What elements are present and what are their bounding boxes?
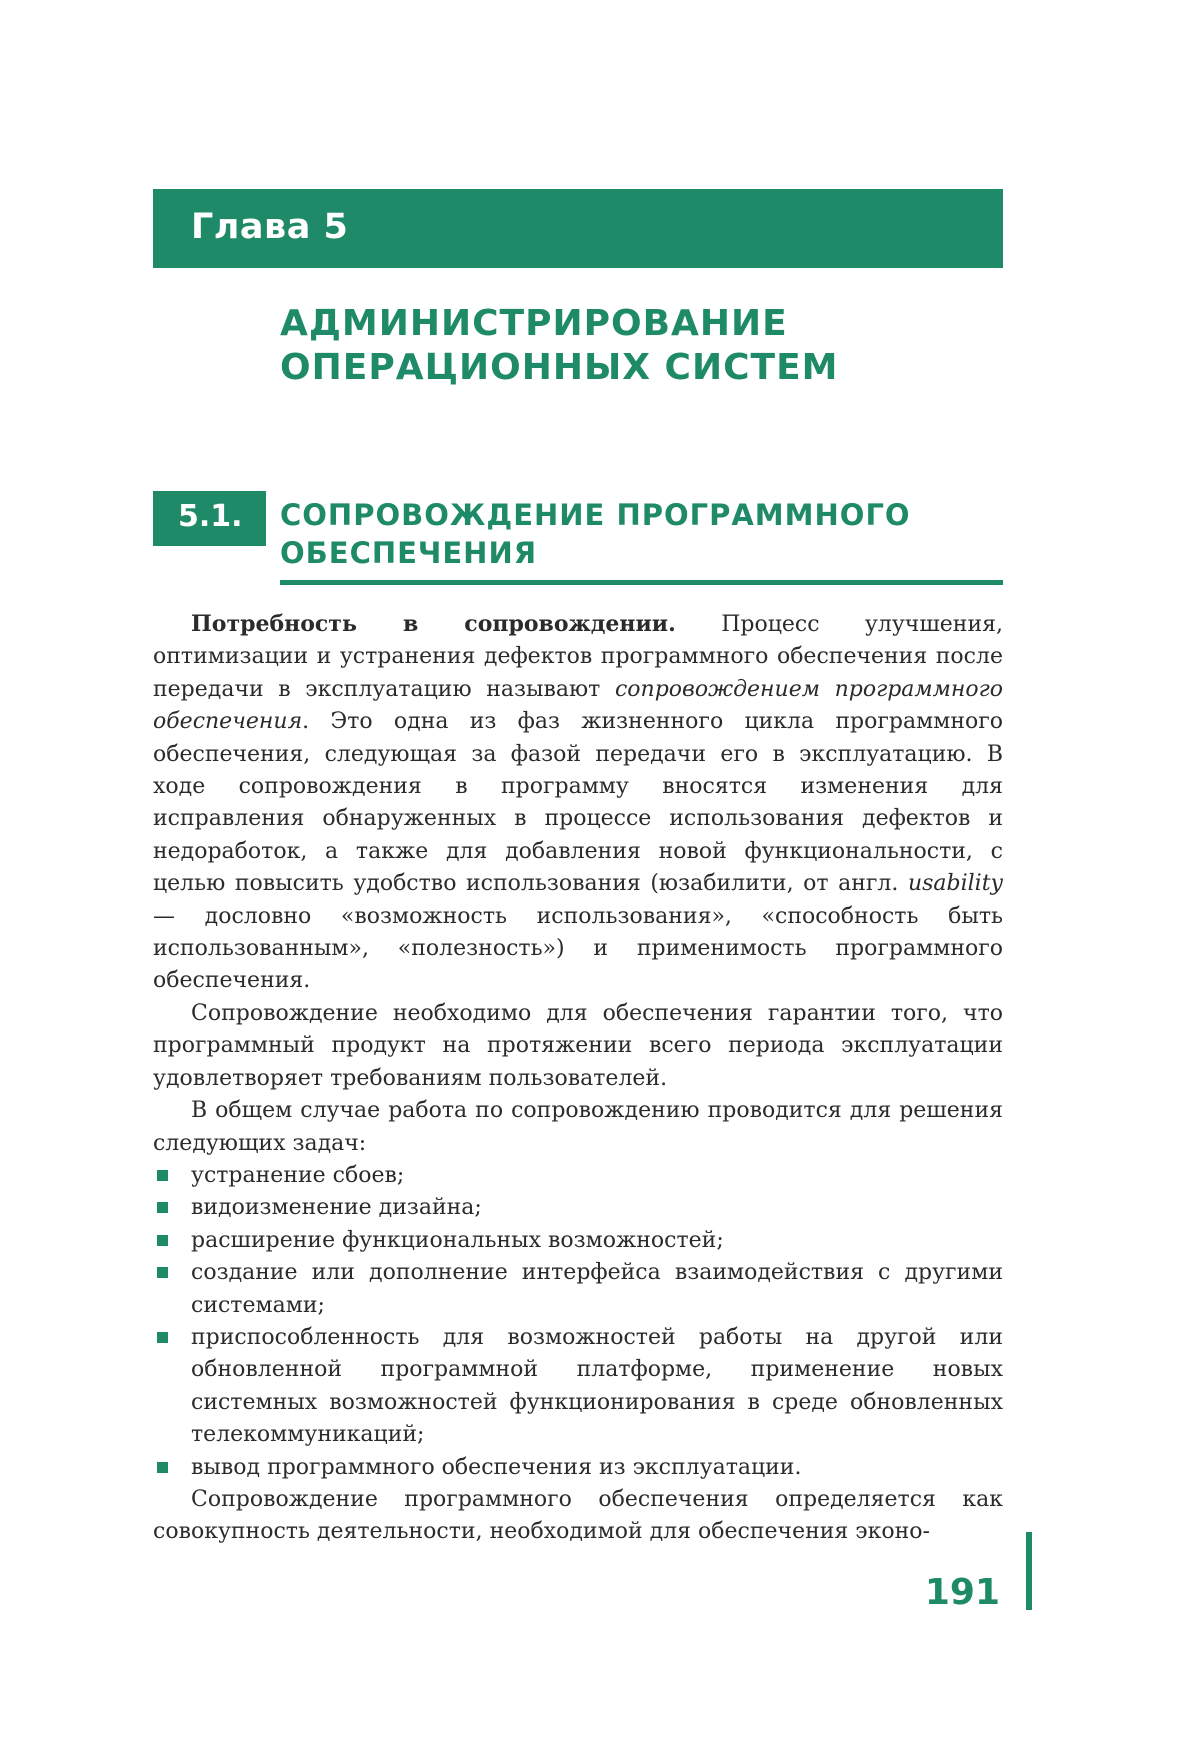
defined-term: сопровождением программного обеспечения	[153, 676, 1003, 735]
square-bullet-icon	[157, 1267, 168, 1278]
paragraph-text: Процесс улучшения, оптимизации и устранения дефектов программного обеспечения после передачи в эксплуатацию называют	[153, 612, 1004, 702]
square-bullet-icon	[157, 1332, 168, 1343]
english-term: usability	[907, 871, 1003, 897]
page-edge-bar	[1026, 1532, 1032, 1610]
list-item-text: создание или дополнение интерфейса взаимодействия с другими системами;	[191, 1260, 1003, 1318]
section-number-box	[153, 491, 266, 546]
paragraph-text: . Это одна из фаз жизненного цикла программного обеспечения, следующая за фазой передачи его в эксплуатацию. В ходе сопровождения в программу вносятся изменения для исправления обнаруженных в процессе использования дефектов и недоработок, а также для добавления новой функциональности, с целью повысить удобство использования (юзабилити, от англ.	[153, 709, 1003, 897]
paragraph-guarantee: Сопровождение необходимо для обеспечения гарантии того, что программный продукт на протяжении всего периода эксплуатации удовлетворяет требованиям пользователей.	[153, 1000, 1003, 1091]
paragraph-lead: Потребность в сопровождении.	[191, 611, 676, 637]
list-item	[153, 1160, 1003, 1192]
chapter-label: Глава 5	[191, 207, 349, 247]
list-item	[153, 1225, 1003, 1257]
square-bullet-icon	[157, 1235, 168, 1246]
page-number: 191	[924, 1572, 1000, 1613]
list-item	[153, 1452, 1003, 1484]
paragraph-need-for-maintenance	[153, 608, 1003, 998]
section-underline	[280, 580, 1003, 585]
list-item-text: видоизменение дизайна;	[191, 1195, 482, 1221]
chapter-title-line-2: ОПЕРАЦИОННЫХ СИСТЕМ	[280, 347, 839, 388]
chapter-title	[280, 302, 1000, 390]
section-number: 5.1.	[178, 499, 243, 534]
square-bullet-icon	[157, 1170, 168, 1181]
chapter-header-band	[153, 189, 1003, 268]
tasks-list	[153, 1160, 1003, 1484]
chapter-title-line-1: АДМИНИСТРИРОВАНИЕ	[280, 303, 788, 344]
square-bullet-icon	[157, 1462, 168, 1473]
section-title-line-1: СОПРОВОЖДЕНИЕ ПРОГРАММНОГО	[280, 498, 911, 532]
list-item	[153, 1257, 1003, 1322]
list-item-text: приспособленность для возможностей работы на другой или обновленной программной платформе, применение новых системных возможностей функционирования в среде обновленных телекоммуникаций;	[191, 1324, 1003, 1448]
section-title	[280, 496, 1000, 572]
section-title-line-2: ОБЕСПЕЧЕНИЯ	[280, 536, 538, 570]
paragraph-definition: Сопровождение программного обеспечения определяется как совокупность деятельности, необходимой для обеспечения эконо-	[153, 1486, 1003, 1545]
list-item-text: расширение функциональных возможностей;	[191, 1227, 724, 1253]
body-text	[153, 608, 1003, 1549]
paragraph-tasks-intro: В общем случае работа по сопровождению проводится для решения следующих задач:	[153, 1098, 1003, 1156]
list-item-text: вывод программного обеспечения из эксплуатации.	[191, 1454, 802, 1480]
paragraph-text: — дословно «возможность использования», «способность быть использованным», «полезность») и применимость программного обеспечения.	[153, 903, 1003, 994]
list-item	[153, 1192, 1003, 1224]
list-item-text: устранение сбоев;	[191, 1162, 405, 1188]
square-bullet-icon	[157, 1202, 168, 1213]
list-item	[153, 1322, 1003, 1452]
